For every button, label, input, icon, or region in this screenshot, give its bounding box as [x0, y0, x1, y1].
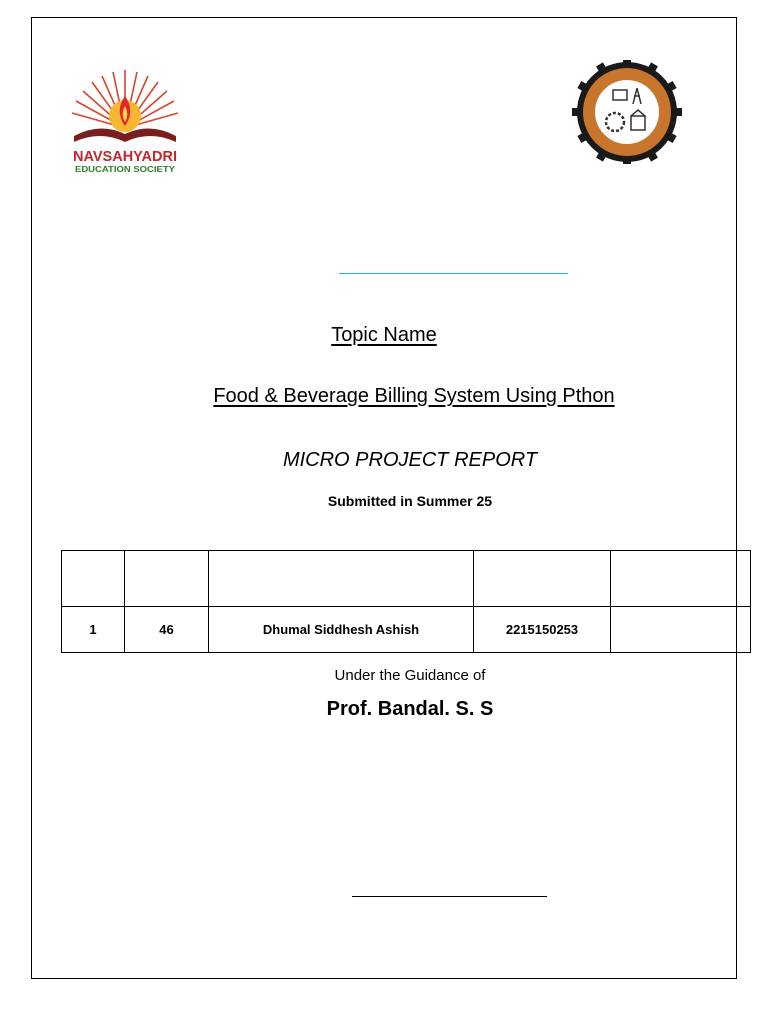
topic-label: Topic Name — [331, 324, 437, 346]
roll-number-cell: 46 — [125, 607, 209, 653]
table-header-cell — [611, 551, 751, 607]
table-header-cell — [125, 551, 209, 607]
extra-cell — [611, 607, 751, 653]
table-header-row — [62, 551, 751, 607]
guidance-label: Under the Guidance of — [334, 667, 486, 684]
navsahyadri-logo — [66, 66, 184, 176]
gear-icon — [572, 60, 682, 164]
signature-line — [352, 896, 547, 897]
logo-name: NAVSAHYADRI — [73, 148, 177, 165]
report-title: MICRO PROJECT REPORT — [282, 449, 538, 471]
enrollment-number-cell: 2215150253 — [474, 607, 611, 653]
header-rule — [339, 273, 568, 274]
submitted-text: Submitted in Summer 25 — [327, 493, 493, 509]
institute-seal-logo — [570, 60, 684, 164]
table-header-cell — [209, 551, 474, 607]
project-title: Food & Beverage Billing System Using Pthon — [213, 385, 615, 407]
student-name-cell: Dhumal Siddhesh Ashish — [209, 607, 474, 653]
student-table — [61, 550, 751, 653]
guide-name: Prof. Bandal. S. S — [326, 698, 494, 720]
table-row — [62, 607, 751, 653]
table-header-cell — [62, 551, 125, 607]
logo-subtitle: EDUCATION SOCIETY — [75, 165, 176, 174]
table-header-cell — [474, 551, 611, 607]
serial-number-cell: 1 — [62, 607, 125, 653]
